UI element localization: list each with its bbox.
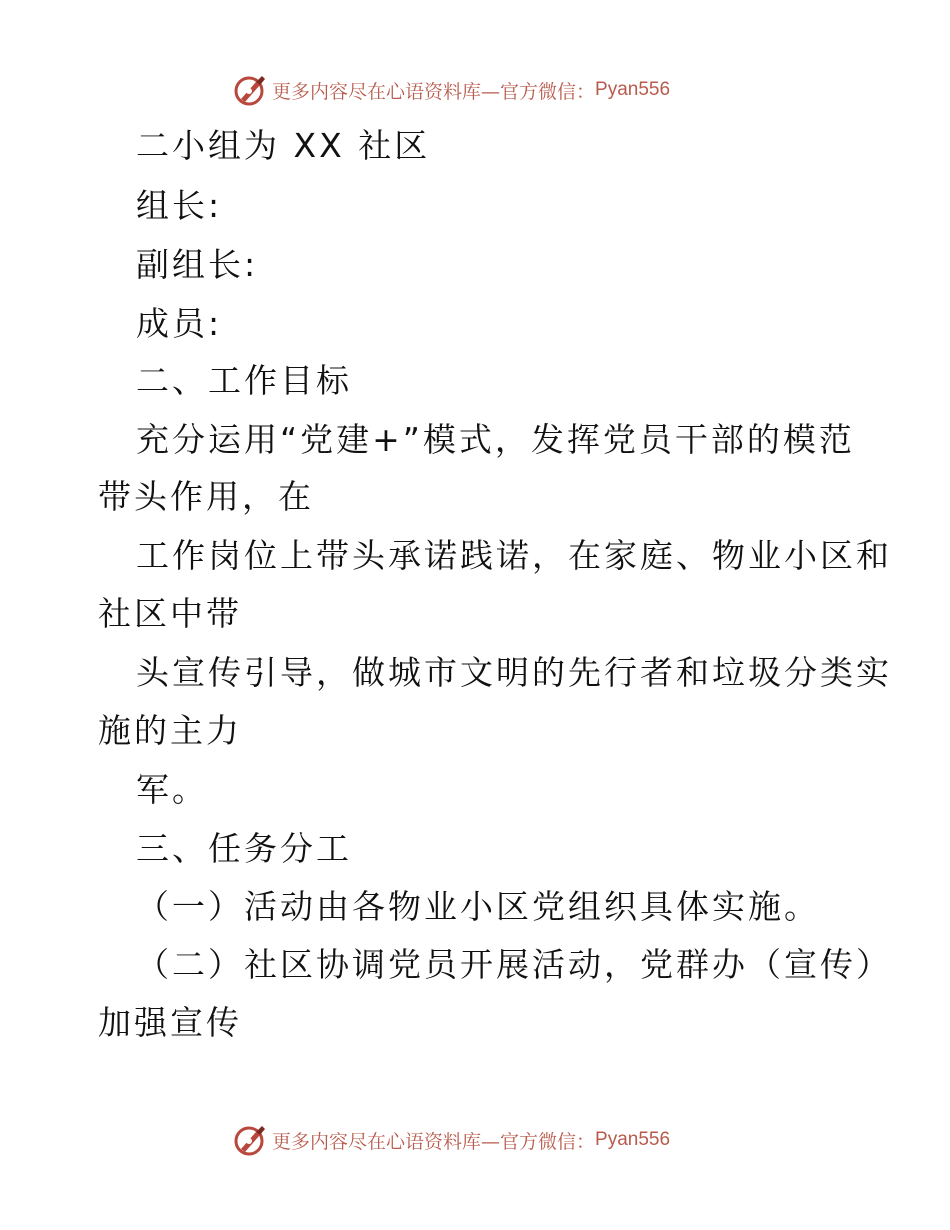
section-heading-goals: 二、工作目标: [136, 361, 352, 400]
leader-line: 组长:: [136, 186, 223, 225]
section-heading-tasks: 三、任务分工: [136, 829, 352, 868]
deputy-leader-line: 副组长:: [136, 245, 259, 284]
watermark-wechat-id: Pyan556: [595, 1129, 671, 1150]
watermark-header: [232, 70, 670, 110]
watermark-text: 更多内容尽在心语资料库—官方微信：: [272, 80, 596, 103]
paragraph-line: 充分运用“党建+”模式，发挥党员干部的模范: [136, 420, 855, 459]
paragraph-line: 军。: [136, 770, 208, 809]
task-item-2: （二）社区协调党员开展活动，党群办（宣传）: [136, 945, 892, 984]
paragraph-line: 社区中带: [98, 594, 242, 633]
pen-logo-icon: [232, 1122, 268, 1158]
task-item-1: （一）活动由各物业小区党组织具体实施。: [136, 887, 820, 926]
watermark-text: 更多内容尽在心语资料库—官方微信：: [272, 1130, 596, 1153]
members-line: 成员:: [136, 304, 223, 343]
task-item-2-continued: 加强宣传: [98, 1003, 242, 1042]
watermark-wechat-id: Pyan556: [595, 79, 671, 100]
paragraph-line: 施的主力: [98, 711, 242, 750]
paragraph-line: 带头作用，在: [98, 477, 314, 516]
paragraph-line: 头宣传引导，做城市文明的先行者和垃圾分类实: [136, 653, 892, 692]
pen-logo-icon: [232, 72, 268, 108]
watermark-footer: [232, 1120, 670, 1160]
group-title-line: 二小组为 XX 社区: [136, 126, 431, 165]
paragraph-line: 工作岗位上带头承诺践诺，在家庭、物业小区和: [136, 536, 892, 575]
